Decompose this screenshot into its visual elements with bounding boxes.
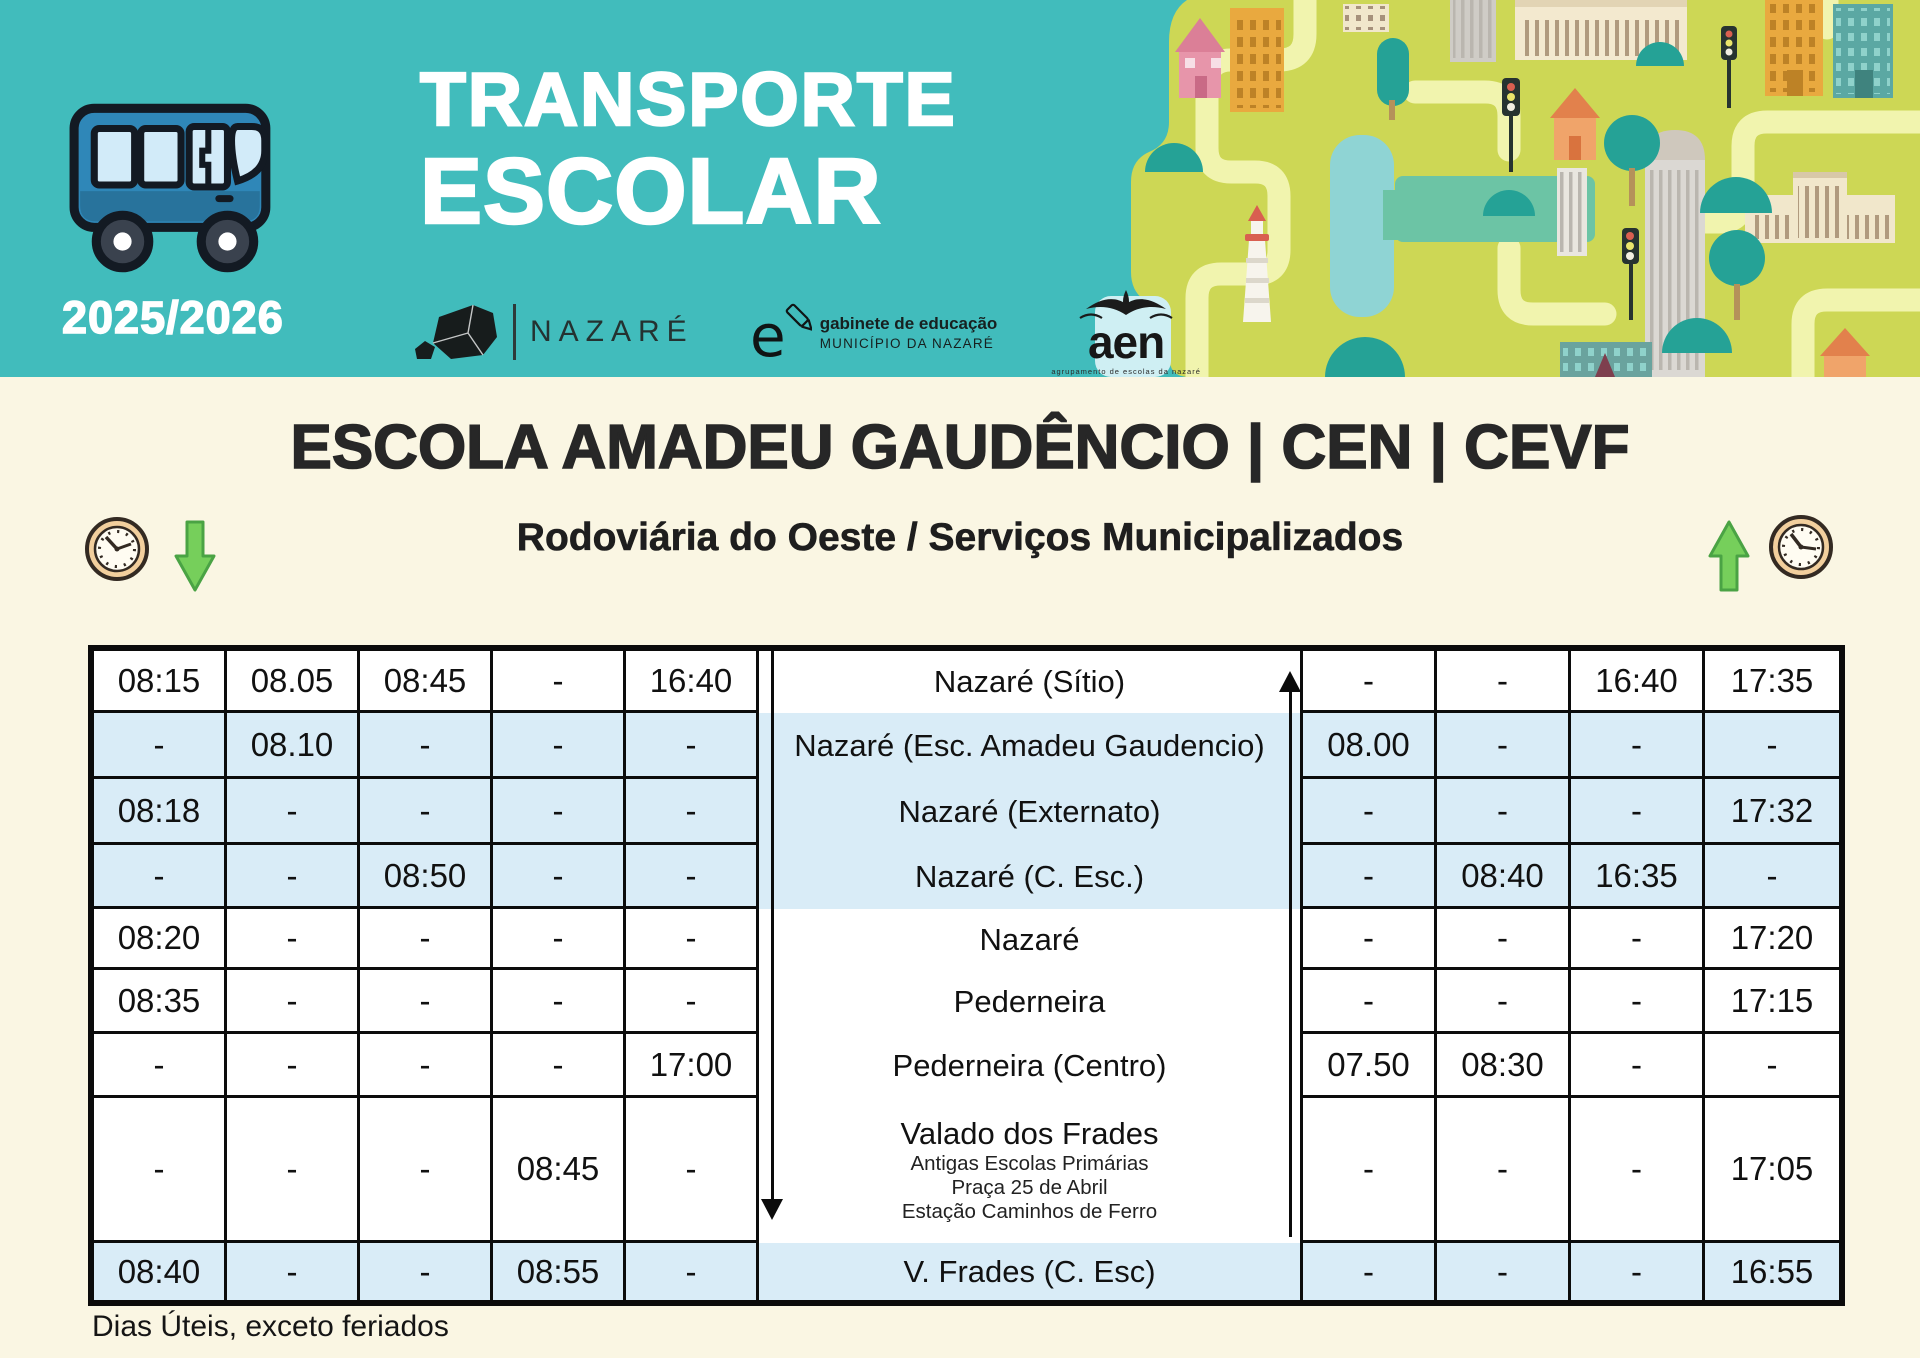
- time-cell: -: [94, 1034, 227, 1098]
- time-cell: -: [1571, 1034, 1705, 1098]
- page-title: ESCOLA AMADEU GAUDÊNCIO | CEN | CEVF: [290, 413, 1630, 482]
- time-cell: -: [1437, 909, 1571, 970]
- time-cell: 17:32: [1705, 779, 1839, 845]
- pencil-e-icon: [748, 300, 812, 364]
- place-subline: Antigas Escolas Primárias: [910, 1152, 1149, 1176]
- time-cell: 16:40: [1571, 651, 1705, 713]
- time-cell: 08:55: [493, 1243, 626, 1300]
- place-subline: Estação Caminhos de Ferro: [901, 1200, 1158, 1224]
- time-cell: -: [1303, 651, 1437, 713]
- time-cell: -: [493, 779, 626, 845]
- timetable: [88, 645, 1845, 1306]
- place-cell: [759, 845, 1303, 909]
- logo-divider: [513, 304, 516, 360]
- return-arrowhead-icon: [1279, 671, 1301, 692]
- education-office-logo: [748, 300, 998, 364]
- time-cell: 08:30: [1437, 1034, 1571, 1098]
- time-cell: 08:18: [94, 779, 227, 845]
- place-name: Pederneira (Centro): [892, 1048, 1167, 1084]
- bus-icon: [64, 88, 286, 280]
- time-cell: -: [227, 1034, 360, 1098]
- time-cell: 16:40: [626, 651, 759, 713]
- time-cell: -: [1437, 970, 1571, 1034]
- place-name: Nazaré (Sítio): [933, 664, 1126, 700]
- time-cell: -: [626, 713, 759, 779]
- place-name: Pederneira: [953, 984, 1106, 1020]
- time-cell: 16:55: [1705, 1243, 1839, 1300]
- school-year: 2025/2026: [62, 292, 284, 343]
- time-cell: -: [493, 713, 626, 779]
- outbound-arrowhead-icon: [761, 1199, 783, 1220]
- time-cell: -: [227, 1098, 360, 1243]
- logo-bar: [415, 296, 1201, 376]
- place-cell: [759, 713, 1303, 779]
- return-direction-line: [1289, 691, 1292, 1237]
- education-office-line1: gabinete de educação: [819, 313, 998, 333]
- time-cell: -: [360, 713, 493, 779]
- place-name: Nazaré (Externato): [898, 794, 1161, 830]
- time-cell: -: [227, 845, 360, 909]
- time-cell: 08:45: [493, 1098, 626, 1243]
- time-cell: -: [227, 779, 360, 845]
- time-cell: -: [493, 651, 626, 713]
- place-name: Nazaré (Esc. Amadeu Gaudencio): [794, 728, 1265, 764]
- time-cell: -: [626, 845, 759, 909]
- time-cell: 08:35: [94, 970, 227, 1034]
- time-cell: -: [626, 1098, 759, 1243]
- time-cell: 07.50: [1303, 1034, 1437, 1098]
- time-cell: -: [626, 779, 759, 845]
- time-cell: 08:50: [360, 845, 493, 909]
- place-cell: [759, 779, 1303, 845]
- education-office-line2: MUNICÍPIO DA NAZARÉ: [819, 335, 995, 351]
- time-cell: -: [227, 909, 360, 970]
- time-cell: 08:40: [94, 1243, 227, 1300]
- time-cell: -: [360, 779, 493, 845]
- time-cell: 08.10: [227, 713, 360, 779]
- banner-title-line2: ESCOLAR: [420, 139, 882, 243]
- time-cell: -: [1303, 845, 1437, 909]
- time-cell: -: [1437, 651, 1571, 713]
- time-cell: -: [493, 970, 626, 1034]
- aen-logo-subtext: agrupamento de escolas da nazaré: [1051, 366, 1201, 376]
- time-cell: -: [360, 1034, 493, 1098]
- time-cell: -: [1303, 909, 1437, 970]
- time-cell: -: [626, 909, 759, 970]
- time-cell: -: [94, 1098, 227, 1243]
- time-cell: -: [1303, 1243, 1437, 1300]
- time-cell: 08.05: [227, 651, 360, 713]
- time-cell: -: [1303, 779, 1437, 845]
- time-cell: -: [94, 845, 227, 909]
- time-cell: 17:15: [1705, 970, 1839, 1034]
- time-cell: 08:40: [1437, 845, 1571, 909]
- time-cell: -: [1437, 1243, 1571, 1300]
- time-cell: -: [227, 970, 360, 1034]
- time-cell: -: [227, 1243, 360, 1300]
- time-cell: 08:45: [360, 651, 493, 713]
- place-cell: [759, 651, 1303, 713]
- time-cell: -: [626, 1243, 759, 1300]
- down-arrow-icon: [174, 518, 216, 594]
- time-cell: 08:20: [94, 909, 227, 970]
- footnote: Dias Úteis, exceto feriados: [92, 1310, 449, 1343]
- place-name: Nazaré: [979, 921, 1080, 957]
- time-cell: -: [1705, 845, 1839, 909]
- place-name: Valado dos Frades: [900, 1116, 1159, 1152]
- time-cell: 17:35: [1705, 651, 1839, 713]
- up-arrow-icon: [1708, 518, 1750, 594]
- time-cell: -: [1705, 1034, 1839, 1098]
- svg-text:e: e: [749, 302, 786, 364]
- banner-title: [420, 57, 957, 243]
- aen-logo-text: aen: [1087, 315, 1165, 368]
- time-cell: -: [1571, 713, 1705, 779]
- time-cell: -: [1437, 1098, 1571, 1243]
- banner-title-line1: TRANSPORTE: [420, 57, 957, 141]
- time-cell: 17:20: [1705, 909, 1839, 970]
- time-cell: -: [1303, 970, 1437, 1034]
- nazare-logo-text: NAZARÉ: [530, 315, 694, 348]
- time-cell: -: [493, 845, 626, 909]
- time-cell: -: [1571, 779, 1705, 845]
- time-cell: -: [1303, 1098, 1437, 1243]
- time-cell: -: [1571, 909, 1705, 970]
- place-cell: [759, 1034, 1303, 1098]
- time-cell: 08:15: [94, 651, 227, 713]
- nazare-rock-icon: [415, 301, 499, 363]
- nazare-municipality-logo: [415, 301, 694, 363]
- place-subline: Praça 25 de Abril: [951, 1176, 1108, 1200]
- clock-icon: [82, 514, 152, 584]
- place-cell: [759, 909, 1303, 970]
- time-cell: 17:00: [626, 1034, 759, 1098]
- time-cell: -: [626, 970, 759, 1034]
- clock-icon: [1766, 512, 1836, 582]
- time-cell: -: [94, 713, 227, 779]
- place-name: Nazaré (C. Esc.): [914, 859, 1145, 895]
- place-cell: [759, 1243, 1303, 1300]
- place-cell: [759, 1098, 1303, 1243]
- school-group-logo: [1051, 289, 1201, 376]
- outbound-direction-line: [771, 651, 774, 1199]
- time-cell: -: [1571, 1098, 1705, 1243]
- page-subtitle: Rodoviária do Oeste / Serviços Municipalizados: [516, 516, 1404, 559]
- place-name: V. Frades (C. Esc): [903, 1253, 1156, 1289]
- time-cell: -: [1571, 1243, 1705, 1300]
- time-cell: 08.00: [1303, 713, 1437, 779]
- place-cell: [759, 970, 1303, 1034]
- time-cell: -: [360, 1243, 493, 1300]
- time-cell: -: [360, 1098, 493, 1243]
- time-cell: -: [360, 970, 493, 1034]
- time-cell: -: [360, 909, 493, 970]
- time-cell: -: [1437, 779, 1571, 845]
- time-cell: -: [1571, 970, 1705, 1034]
- time-cell: -: [493, 909, 626, 970]
- time-cell: -: [493, 1034, 626, 1098]
- time-cell: -: [1437, 713, 1571, 779]
- time-cell: 16:35: [1571, 845, 1705, 909]
- time-cell: -: [1705, 713, 1839, 779]
- time-cell: 17:05: [1705, 1098, 1839, 1243]
- header-banner: [0, 0, 1920, 377]
